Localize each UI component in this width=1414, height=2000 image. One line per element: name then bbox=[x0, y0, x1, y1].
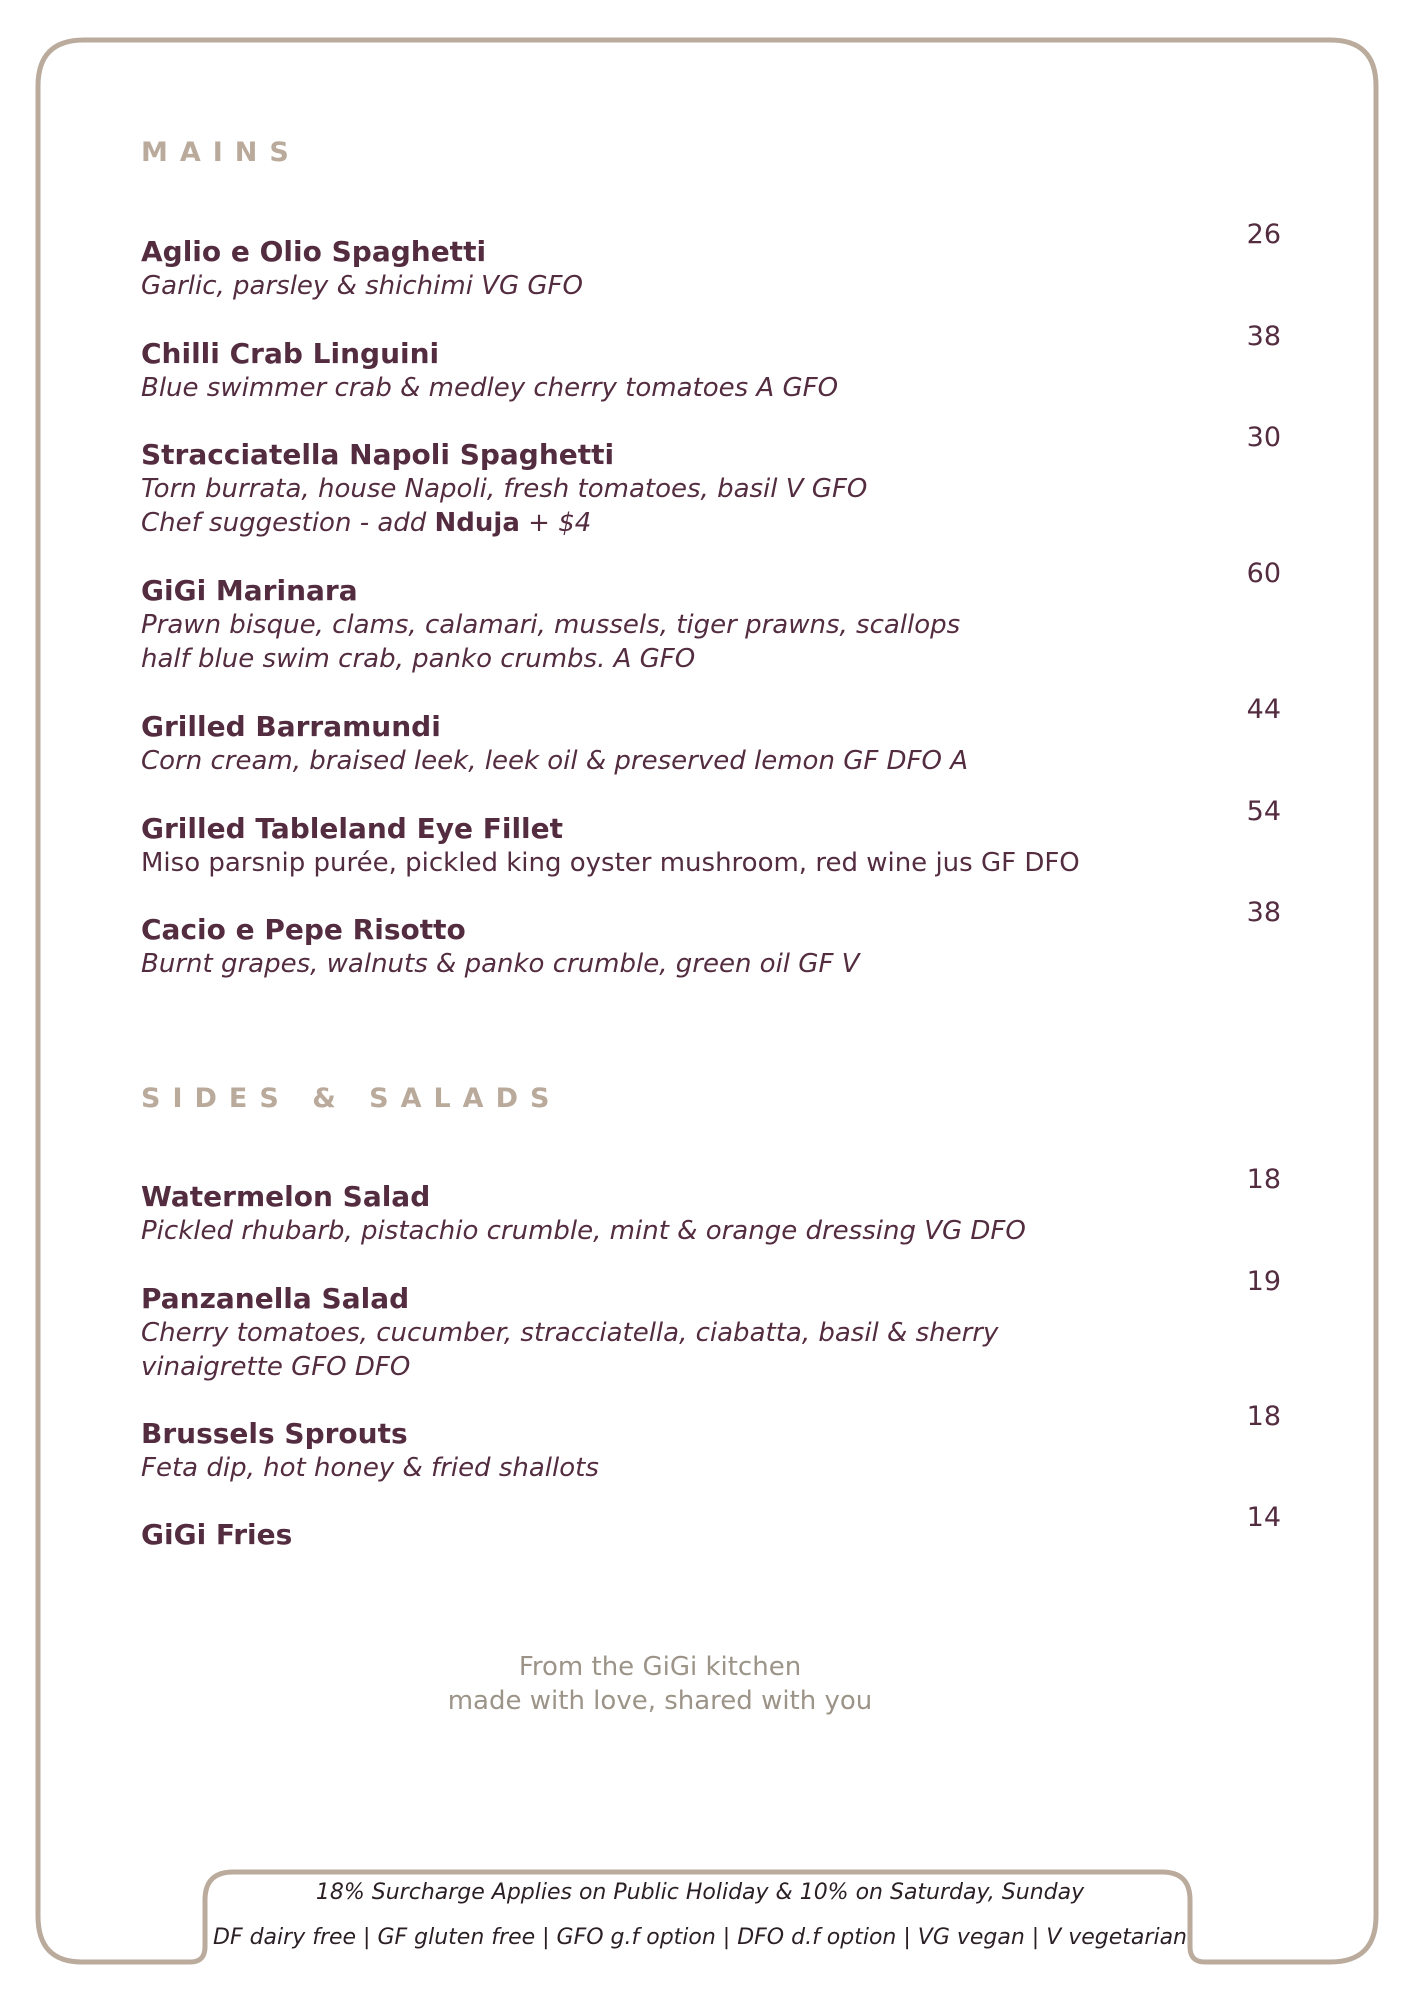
dietary-legend: DF dairy free | GF gluten free | GFO g.f option | DFO d.f option | VG vegan | V vegetarian bbox=[213, 1925, 1187, 1950]
tagline-line: made with love, shared with you bbox=[447, 1686, 873, 1716]
item-price: 19 bbox=[1246, 1266, 1281, 1297]
menu-item bbox=[141, 796, 1281, 880]
menu-item bbox=[141, 1164, 1281, 1248]
section-title-mains: MAINS bbox=[141, 137, 301, 168]
item-description: Feta dip, hot honey & fried shallots bbox=[141, 1453, 599, 1483]
item-description: half blue swim crab, panko crumbs. A GFO bbox=[141, 644, 696, 674]
item-price: 14 bbox=[1246, 1502, 1281, 1533]
menu-item bbox=[141, 219, 1281, 303]
item-name: Grilled Tableland Eye Fillet bbox=[141, 812, 564, 845]
item-description: vinaigrette GFO DFO bbox=[141, 1352, 411, 1382]
item-price: 60 bbox=[1246, 558, 1281, 589]
item-name: Stracciatella Napoli Spaghetti bbox=[141, 438, 615, 471]
menu-item bbox=[141, 1502, 1281, 1552]
chef-suggestion bbox=[141, 506, 1281, 540]
item-description: Burnt grapes, walnuts & panko crumble, green oil GF V bbox=[141, 949, 860, 979]
item-price: 38 bbox=[1246, 321, 1281, 352]
menu-item bbox=[141, 694, 1281, 778]
item-description: Garlic, parsley & shichimi VG GFO bbox=[141, 271, 583, 301]
suggestion-price: + $4 bbox=[519, 508, 592, 538]
menu-item bbox=[141, 1266, 1281, 1384]
item-price: 30 bbox=[1246, 422, 1281, 453]
tagline-line: From the GiGi kitchen bbox=[518, 1652, 802, 1682]
menu-item bbox=[141, 558, 1281, 676]
suggestion-prefix: Chef suggestion - add bbox=[141, 508, 435, 538]
kitchen-tagline bbox=[0, 1650, 1320, 1718]
item-description: Corn cream, braised leek, leek oil & preserved lemon GF DFO A bbox=[141, 746, 969, 776]
menu-item bbox=[141, 1401, 1281, 1485]
item-price: 54 bbox=[1246, 796, 1281, 827]
item-name: Grilled Barramundi bbox=[141, 710, 441, 743]
item-description: Torn burrata, house Napoli, fresh tomatoes, basil V GFO bbox=[141, 474, 868, 504]
item-name: Brussels Sprouts bbox=[141, 1417, 408, 1450]
suggestion-highlight: Nduja bbox=[434, 508, 520, 538]
item-name: Aglio e Olio Spaghetti bbox=[141, 235, 487, 268]
menu-item bbox=[141, 321, 1281, 405]
item-name: GiGi Fries bbox=[141, 1518, 293, 1551]
item-price: 44 bbox=[1246, 694, 1281, 725]
item-price: 18 bbox=[1246, 1164, 1281, 1195]
item-price: 18 bbox=[1246, 1401, 1281, 1432]
item-name: Watermelon Salad bbox=[141, 1180, 431, 1213]
item-description: Blue swimmer crab & medley cherry tomatoes A GFO bbox=[141, 373, 839, 403]
item-description: Miso parsnip purée, pickled king oyster mushroom, red wine jus GF DFO bbox=[141, 848, 1080, 878]
menu-item bbox=[141, 897, 1281, 981]
surcharge-note: 18% Surcharge Applies on Public Holiday & 10% on Saturday, Sunday bbox=[315, 1880, 1085, 1905]
item-name: Panzanella Salad bbox=[141, 1282, 410, 1315]
item-price: 26 bbox=[1246, 219, 1281, 250]
item-name: Chilli Crab Linguini bbox=[141, 337, 440, 370]
item-price: 38 bbox=[1246, 897, 1281, 928]
item-name: Cacio e Pepe Risotto bbox=[141, 913, 466, 946]
item-description: Cherry tomatoes, cucumber, stracciatella, ciabatta, basil & sherry bbox=[141, 1318, 999, 1348]
item-description: Prawn bisque, clams, calamari, mussels, tiger prawns, scallops bbox=[141, 610, 961, 640]
item-description: Pickled rhubarb, pistachio crumble, mint & orange dressing VG DFO bbox=[141, 1216, 1026, 1246]
section-title-sides-salads: SIDES & SALADS bbox=[141, 1083, 562, 1114]
menu-item bbox=[141, 422, 1281, 540]
item-name: GiGi Marinara bbox=[141, 574, 358, 607]
